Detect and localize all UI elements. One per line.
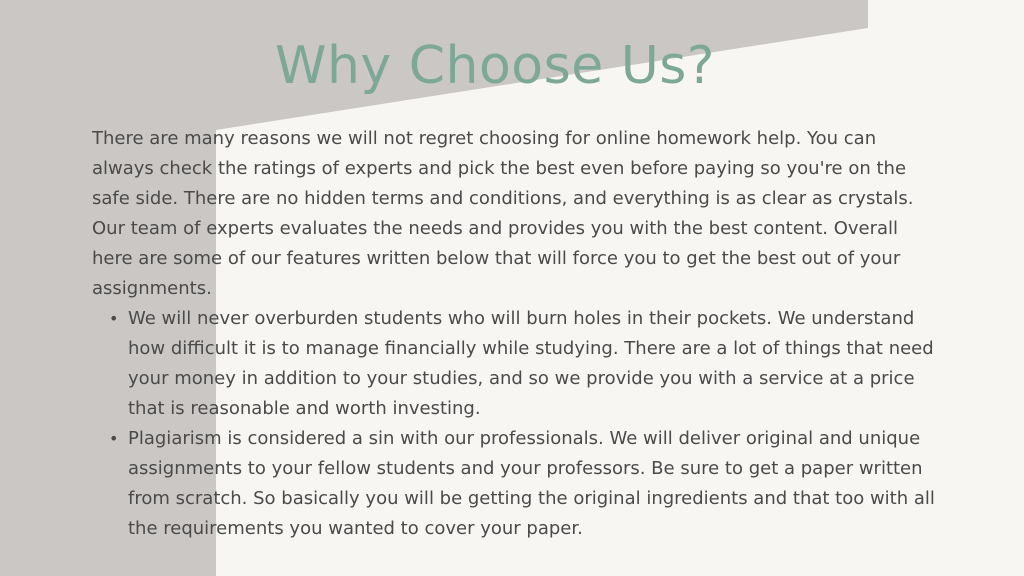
list-item: [92, 424, 942, 544]
feature-list: [92, 304, 942, 544]
intro-paragraph: There are many reasons we will not regret choosing for online homework help. You can always check the ratings of experts and pick the best even before paying so you're on the safe side. There are no hidden terms and conditions, and everything is as clear as crystals. Our team of experts evaluates the needs and provides you with the best content. Overall here are some of our features written below that will force you to get the best out of your assignments.: [92, 128, 914, 299]
bullet-icon: •: [109, 309, 119, 328]
slide-title: Why Choose Us?: [275, 36, 715, 96]
list-item-text: We will never overburden students who will burn holes in their pockets. We understand how difficult it is to manage financially while studying. There are a lot of things that need your money in addition to your studies, and so we provide you with a service at a price that is reasonable and worth investing.: [128, 308, 934, 419]
bullet-icon: •: [109, 429, 119, 448]
list-item-text: Plagiarism is considered a sin with our professionals. We will deliver original and unique assignments to your fellow students and your professors. Be sure to get a paper written from scratch. So basically you will be getting the original ingredients and that too with all the requirements you wanted to cover your paper.: [128, 428, 935, 539]
list-item: [92, 304, 942, 424]
slide-body: [92, 124, 942, 544]
